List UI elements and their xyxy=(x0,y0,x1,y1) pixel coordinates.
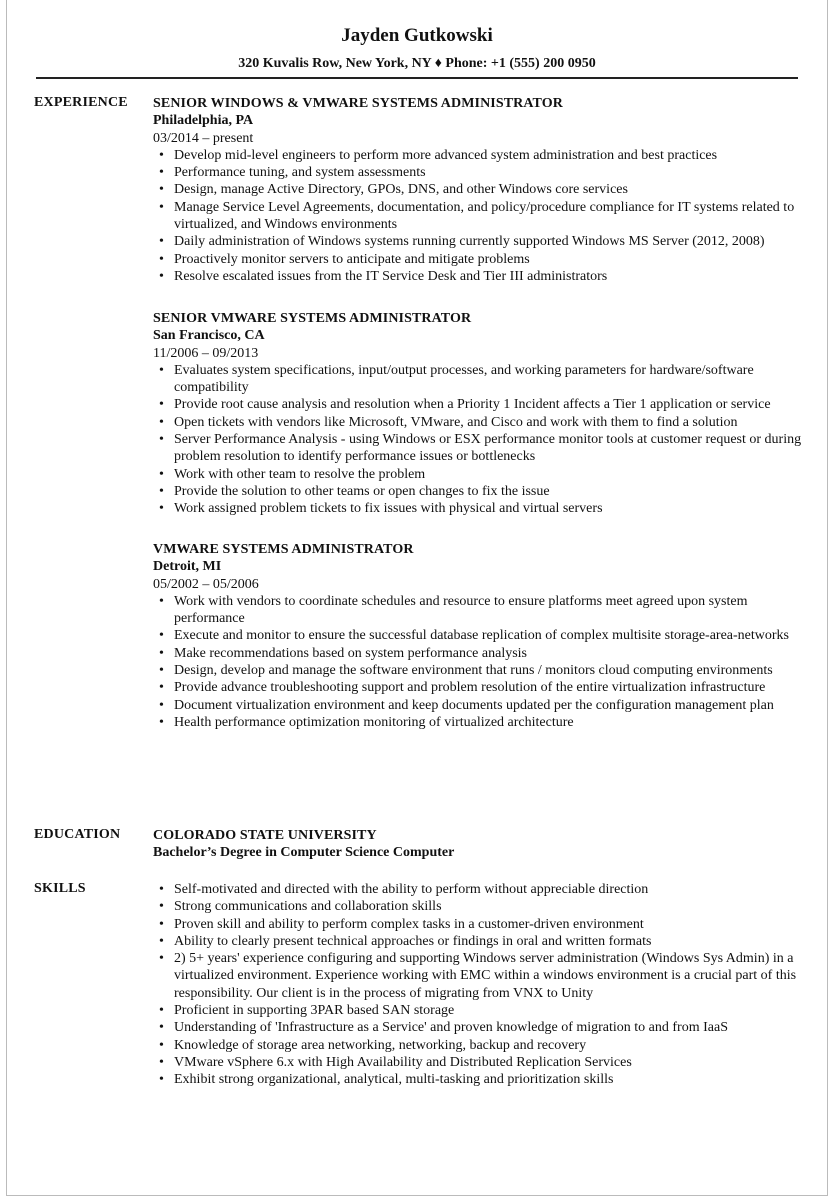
list-item: • Make recommendations based on system performance analysis xyxy=(174,645,803,662)
contact-line: 320 Kuvalis Row, New York, NY ♦ Phone: +1 (555) 200 0950 xyxy=(238,56,596,71)
list-item: • Provide advance troubleshooting support and problem resolution of the entire virtualization infrastructure xyxy=(174,679,803,696)
list-item: • Daily administration of Windows systems running currently supported Windows MS Server (2012, 2008) xyxy=(174,233,803,250)
section-skills: SKILLS xyxy=(34,881,86,896)
job-bullets xyxy=(153,362,803,518)
list-item: • Work with vendors to coordinate schedules and resource to ensure platforms meet agreed upon system performance xyxy=(174,593,803,628)
candidate-name: Jayden Gutkowski xyxy=(341,25,493,46)
job-entry xyxy=(153,310,803,518)
list-item: • Exhibit strong organizational, analytical, multi-tasking and prioritization skills xyxy=(174,1071,803,1088)
list-item: • Knowledge of storage area networking, networking, backup and recovery xyxy=(174,1037,803,1054)
job-location: San Francisco, CA xyxy=(153,328,265,344)
list-item: • Server Performance Analysis - using Windows or ESX performance monitor tools at customer request or during problem resolution to identify performance issues or bottlenecks xyxy=(174,431,803,466)
job-title: VMWARE SYSTEMS ADMINISTRATOR xyxy=(153,542,414,557)
list-item: • Self-motivated and directed with the ability to perform without appreciable direction xyxy=(174,881,803,898)
list-item: • Work with other team to resolve the problem xyxy=(174,466,803,483)
list-item: • Resolve escalated issues from the IT Service Desk and Tier III administrators xyxy=(174,268,803,285)
job-dates: 11/2006 – 09/2013 xyxy=(153,345,259,361)
job-dates: 05/2002 – 05/2006 xyxy=(153,576,259,592)
section-experience: EXPERIENCE xyxy=(34,95,128,110)
list-item: • Open tickets with vendors like Microsoft, VMware, and Cisco and work with them to find a solution xyxy=(174,414,803,431)
list-item: • Execute and monitor to ensure the successful database replication of complex multisite storage-area-networks xyxy=(174,627,803,644)
header-divider xyxy=(36,77,798,79)
list-item: • Manage Service Level Agreements, documentation, and policy/procedure compliance for IT systems related to virtualized, and Windows environments xyxy=(174,199,803,234)
list-item: • Evaluates system specifications, input/output processes, and working parameters for hardware/software compatibility xyxy=(174,362,803,397)
list-item: • Strong communications and collaboration skills xyxy=(174,898,803,915)
list-item: • Proactively monitor servers to anticipate and mitigate problems xyxy=(174,251,803,268)
list-item: • Proven skill and ability to perform complex tasks in a customer-driven environment xyxy=(174,916,803,933)
job-title: SENIOR VMWARE SYSTEMS ADMINISTRATOR xyxy=(153,311,472,326)
list-item: • Provide root cause analysis and resolution when a Priority 1 Incident affects a Tier 1 application or service xyxy=(174,396,803,413)
list-item: • Ability to clearly present technical approaches or findings in oral and written formats xyxy=(174,933,803,950)
list-item: • Provide the solution to other teams or open changes to fix the issue xyxy=(174,483,803,500)
list-item: • Proficient in supporting 3PAR based SAN storage xyxy=(174,1002,803,1019)
list-item: • Performance tuning, and system assessments xyxy=(174,164,803,181)
education-entry xyxy=(153,827,803,862)
job-bullets xyxy=(153,593,803,731)
skills-list-container xyxy=(153,881,803,1089)
list-item: • Design, manage Active Directory, GPOs, DNS, and other Windows core services xyxy=(174,181,803,198)
job-entry xyxy=(153,541,803,731)
job-entry xyxy=(153,95,803,285)
list-item: • Document virtualization environment and keep documents updated per the configuration management plan xyxy=(174,697,803,714)
job-location: Philadelphia, PA xyxy=(153,113,254,129)
list-item: • Understanding of 'Infrastructure as a Service' and proven knowledge of migration to and from IaaS xyxy=(174,1019,803,1036)
job-title: SENIOR WINDOWS & VMWARE SYSTEMS ADMINISTRATOR xyxy=(153,96,563,111)
skills-list xyxy=(153,881,803,1089)
list-item: • Health performance optimization monitoring of virtualized architecture xyxy=(174,714,803,731)
section-education: EDUCATION xyxy=(34,827,121,842)
list-item: • Work assigned problem tickets to fix issues with physical and virtual servers xyxy=(174,500,803,517)
list-item: • Design, develop and manage the software environment that runs / monitors cloud computing environments xyxy=(174,662,803,679)
degree: Bachelor’s Degree in Computer Science Computer xyxy=(153,845,455,861)
job-bullets xyxy=(153,147,803,285)
school-name: COLORADO STATE UNIVERSITY xyxy=(153,828,377,843)
list-item: • Develop mid-level engineers to perform more advanced system administration and best practices xyxy=(174,147,803,164)
list-item: • VMware vSphere 6.x with High Availability and Distributed Replication Services xyxy=(174,1054,803,1071)
list-item: • 2) 5+ years' experience configuring and supporting Windows server administration (Windows Sys Admin) in a virtualized environment. Experience working with EMC within a windows environment is a crucial part of this responsibility. Our client is in the process of migrating from VNX to Unity xyxy=(174,950,803,1002)
job-location: Detroit, MI xyxy=(153,559,222,575)
job-dates: 03/2014 – present xyxy=(153,130,254,146)
